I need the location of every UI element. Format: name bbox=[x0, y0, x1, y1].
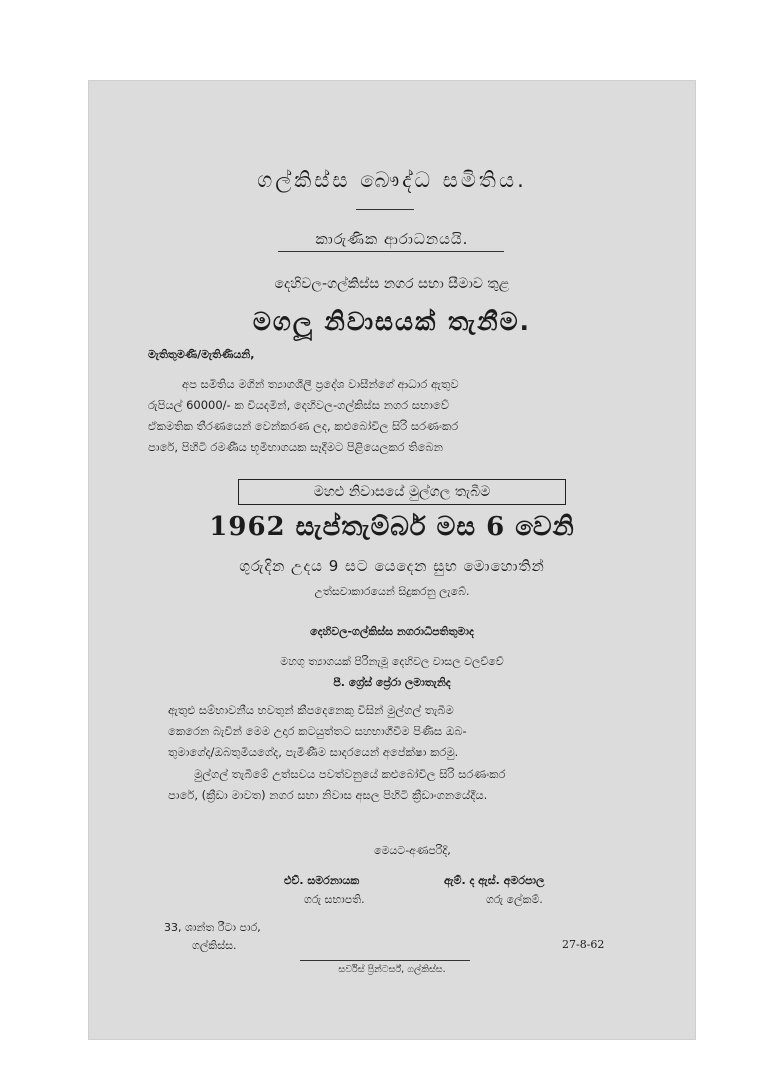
document-subtitle: කාරුණික ආරාධනයයි. bbox=[315, 230, 469, 248]
closing: මෙයට-අණපරිදි, bbox=[374, 844, 451, 857]
paragraph-3-line: පාරේ, (ක්‍රීඩා මාවත) නගර සභා නිවාස අසල පිහිටි ක්‍රීඩාංගනයේදීය. bbox=[168, 788, 488, 802]
event-date: 1962 සැප්තැම්බර් මස 6 වෙනි bbox=[209, 512, 575, 542]
printer-divider bbox=[300, 960, 470, 961]
donor-line-1: මහගු ත්‍යාගයක් පිරිනැමූ දෙහිවල වාසල වලව්වේ bbox=[280, 655, 504, 668]
paragraph-2-line: ඇතුළු සම්භාවනීය භවතුන් කීපදෙනෙකු විසින් මුල්ගල් තැබීම bbox=[168, 703, 454, 717]
paragraph-1 bbox=[148, 374, 648, 458]
address-line-1: 33, ශාන්ත රීටා පාර, bbox=[164, 921, 261, 934]
event-time: ගුරුදින උදය 9 සට යෙදෙන සුභ මොහොතින් bbox=[239, 557, 545, 575]
address-line-2: ගල්කිස්ස. bbox=[192, 939, 237, 952]
signatory-1-name: එච්. සමරනායක bbox=[284, 874, 360, 887]
donor-line-2: පී. ග්‍රේස් ප්‍රේරා ලමාතැනිද bbox=[333, 676, 451, 689]
paragraph-2-line: කෙරෙන බැවින් මෙම උදාර කටයුත්තට සහභාගීවීම පිණිස ඔබ- bbox=[168, 724, 467, 738]
event-line: උත්සවාකාරයෙන් සිදුකරනු ලැබේ. bbox=[314, 585, 470, 598]
foundation-stone-box: මහළු නිවාසයේ මුල්ගල තැබීම bbox=[238, 479, 566, 505]
date-stamp: 27-8-62 bbox=[562, 938, 605, 951]
signatory-2-title: ගරු ලේකම්. bbox=[486, 893, 543, 906]
salutation: මැතිතුමණි/මැතිණියනි, bbox=[148, 348, 255, 361]
signatory-1-title: ගරු සභාපති. bbox=[304, 893, 365, 906]
paragraph-3 bbox=[168, 764, 648, 806]
paragraph-1-line: පාරේ, පිහිටි රමණීය භූමිභාගයක සෑදීමට පිළියෙලකර තිබෙන bbox=[148, 440, 443, 454]
location-line: දෙහිවල-ගල්කිස්ස නගර සභා සීමාව තුළ bbox=[274, 276, 510, 292]
document-title: ගල්කිස්ස බෞද්ධ සමිතිය. bbox=[257, 168, 527, 192]
paragraph-1-line: රුපියල් 60000/- ක වියදමින්, දෙහිවල-ගල්කිස්ස නගර සභාවේ bbox=[148, 398, 449, 412]
paragraph-1-line: අප සමිතිය මගින් ත්‍යාගශීලී ප්‍රදේශ වාසීන්ගේ ආධාර ඇතුව bbox=[182, 377, 459, 391]
paragraph-2-line: තුමාගේද/ඔබතුමියගේද, පැමිණීම සාදරයෙන් අපේක්ෂා කරමු. bbox=[168, 745, 459, 759]
paragraph-2 bbox=[168, 700, 648, 763]
signatory-2-name: ඇම්. ද ඇස්. අමරපාල bbox=[444, 874, 545, 887]
document-page bbox=[88, 80, 696, 1040]
mayor-line: දෙහිවල-ගල්කිස්ස නගරාධිපතිතුමාද bbox=[310, 625, 474, 638]
paragraph-3-line: මුල්ගල් තැබීමේ උත්සවය පවත්වනුයේ කළුබෝවිල සිරි සරණංකර bbox=[194, 767, 506, 781]
main-heading: මගලූ නිවාසයක් තැනීම. bbox=[252, 307, 532, 336]
printer-name: සර්විස් ප්‍රින්ටර්ස්, ගල්කිස්ස. bbox=[338, 964, 446, 975]
subtitle-underline bbox=[278, 251, 504, 252]
paragraph-1-line: ඒකමතික තීරණයෙන් වෙන්කරණ ලද, කළුබෝවිල සිරි සරණංකර bbox=[148, 419, 459, 433]
title-divider bbox=[356, 209, 414, 210]
